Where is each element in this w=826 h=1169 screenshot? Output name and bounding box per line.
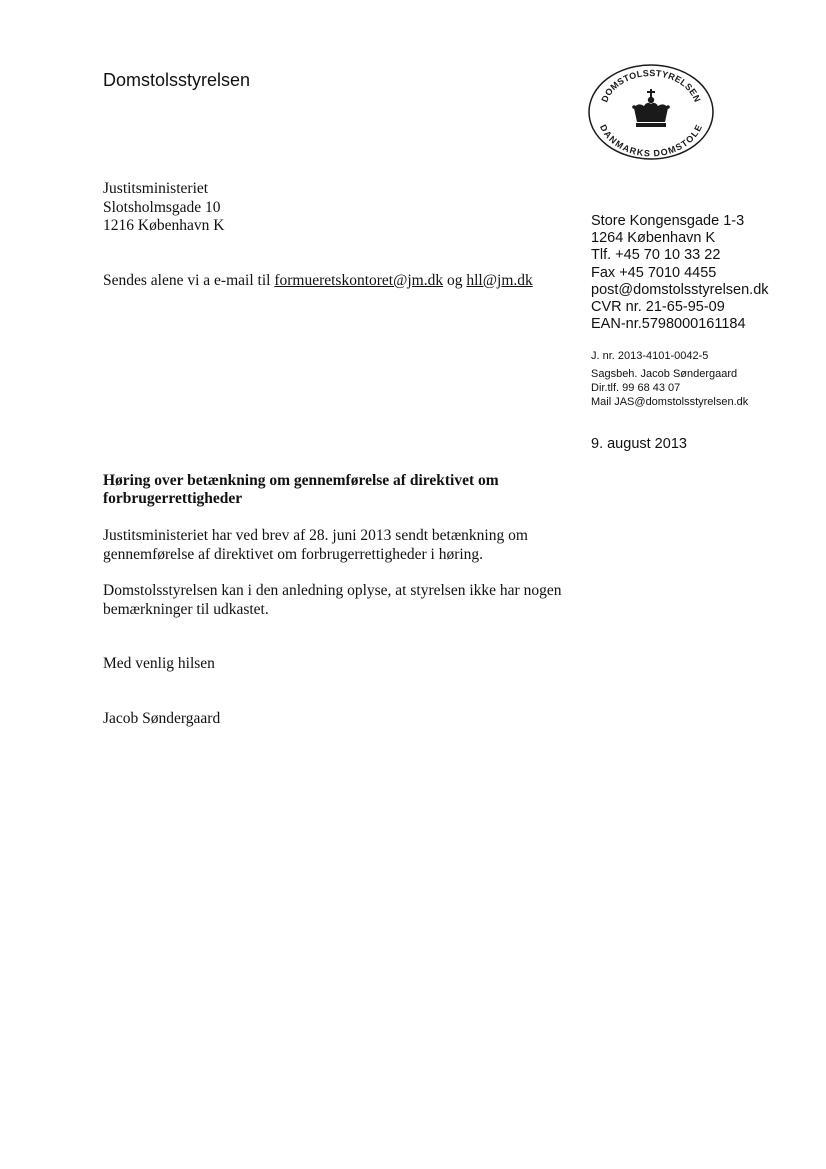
sender-address: [591, 213, 769, 333]
recipient-street: Slotsholmsgade 10: [103, 198, 221, 216]
sender-city: 1264 København K: [591, 230, 716, 247]
direct-phone: Dir.tlf. 99 68 43 07: [591, 382, 681, 394]
sender-ean: EAN-nr.5798000161184: [591, 316, 746, 333]
sender-fax: Fax +45 7010 4455: [591, 264, 717, 281]
email-link-hll[interactable]: hll@jm.dk: [466, 272, 533, 289]
subject-line-2: forbrugerrettigheder: [103, 490, 243, 507]
paragraph-2-line-1: Domstolsstyrelsen kan i den anledning oplyse, at styrelsen ikke har nogen: [103, 582, 562, 599]
subject-line-1: Høring over betænkning om gennemførelse af direktivet om: [103, 472, 499, 489]
journal-number: J. nr. 2013-4101-0042-5: [591, 350, 709, 362]
delivery-note: [103, 272, 533, 290]
letter-subject: [103, 472, 543, 508]
sender-street: Store Kongensgade 1-3: [591, 213, 745, 229]
sender-phone: Tlf. +45 70 10 33 22: [591, 247, 721, 264]
signature-name: Jacob Søndergaard: [103, 710, 221, 727]
svg-text:DANMARKS DOMSTOLE: [598, 123, 704, 158]
case-handler: Sagsbeh. Jacob Søndergaard: [591, 368, 738, 380]
paragraph-2-line-2: bemærkninger til udkastet.: [103, 600, 269, 618]
recipient-name: Justitsministeriet: [103, 180, 209, 197]
handler-mail: Mail JAS@domstolsstyrelsen.dk: [591, 396, 749, 408]
body-paragraph-1: [103, 527, 573, 564]
crown-icon: [632, 89, 670, 127]
case-reference: [591, 349, 748, 409]
letter-date: 9. august 2013: [591, 436, 687, 452]
organization-name: Domstolsstyrelsen: [103, 70, 251, 90]
sender-email: post@domstolsstyrelsen.dk: [591, 281, 769, 298]
body-paragraph-2: [103, 582, 593, 619]
delivery-middle: og: [443, 272, 467, 289]
recipient-address: [103, 180, 224, 236]
paragraph-1-line-1: Justitsministeriet har ved brev af 28. juni 2013 sendt betænkning om: [103, 527, 528, 544]
sender-cvr: CVR nr. 21-65-95-09: [591, 299, 725, 316]
seal-top-text: DOMSTOLSSTYRELSEN: [599, 67, 703, 104]
court-seal-logo: [586, 62, 716, 162]
seal-bottom-text: DANMARKS DOMSTOLE: [597, 122, 705, 159]
closing-phrase: Med venlig hilsen: [103, 655, 215, 672]
email-link-formueretskontoret[interactable]: formueretskontoret@jm.dk: [274, 272, 444, 289]
paragraph-1-line-2: gennemførelse af direktivet om forbrugerrettigheder i høring.: [103, 545, 484, 563]
recipient-city: 1216 København K: [103, 217, 225, 234]
delivery-prefix: Sendes alene vi a e-mail til: [103, 272, 275, 289]
